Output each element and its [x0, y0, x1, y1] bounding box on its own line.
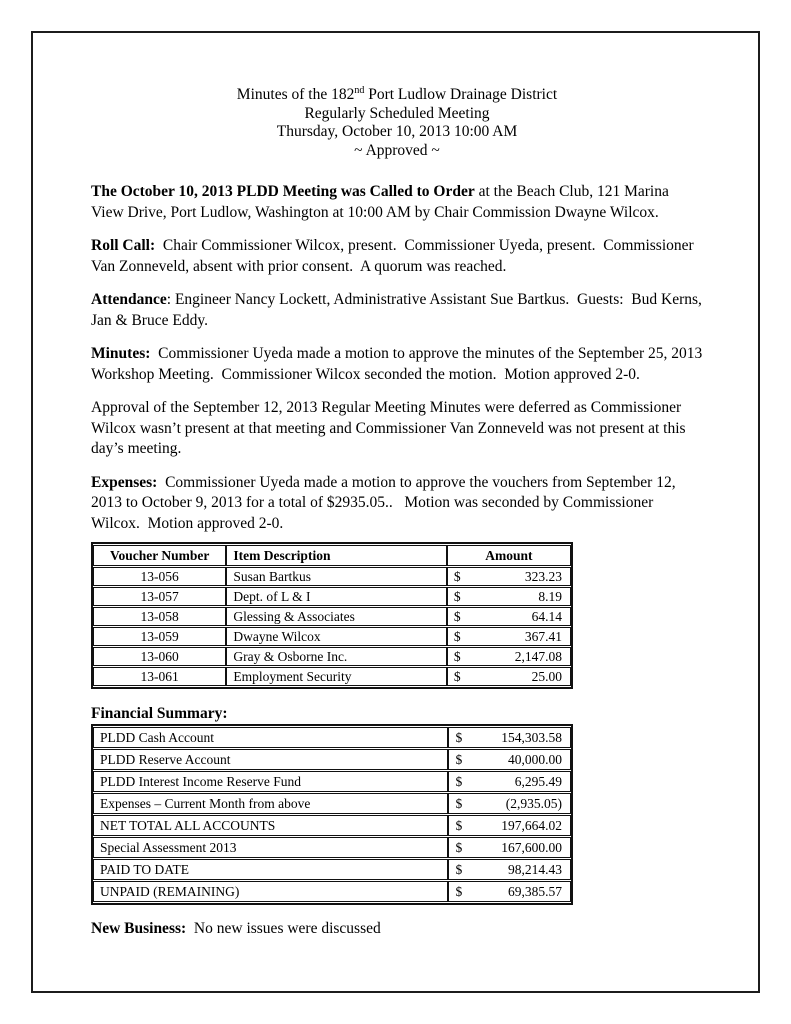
financial-summary-row	[93, 727, 571, 748]
amount-value: 323.23	[524, 569, 562, 584]
financial-amount-cell	[448, 727, 571, 748]
financial-summary-row	[93, 771, 571, 792]
financial-summary-row	[93, 793, 571, 814]
voucher-number-cell: 13-060	[93, 647, 226, 666]
financial-amount-cell	[448, 771, 571, 792]
currency-symbol: $	[455, 884, 463, 899]
paragraph-lead: The October 10, 2013 PLDD Meeting was Called to Order	[91, 183, 475, 200]
financial-label-cell: Expenses – Current Month from above	[93, 793, 448, 814]
title-line-1-pre: Minutes of the 182	[236, 86, 355, 103]
voucher-amount-cell	[447, 627, 571, 646]
amount-value: 197,664.02	[501, 818, 562, 833]
financial-summary-row	[93, 859, 571, 880]
currency-symbol: $	[453, 569, 461, 584]
voucher-amount-cell	[447, 607, 571, 626]
voucher-description-cell: Dwayne Wilcox	[226, 627, 447, 646]
title-line-3: Thursday, October 10, 2013 10:00 AM	[276, 123, 518, 140]
currency-symbol: $	[455, 796, 463, 811]
financial-amount-cell	[448, 881, 571, 902]
title-line-1-post: Port Ludlow Drainage District	[364, 86, 558, 103]
voucher-number-cell: 13-061	[93, 667, 226, 686]
currency-symbol: $	[453, 629, 461, 644]
voucher-header-amount: Amount	[447, 545, 571, 566]
title-ordinal-superscript: nd	[354, 84, 365, 96]
currency-symbol: $	[455, 730, 463, 745]
financial-summary-row	[93, 881, 571, 902]
amount-value: 25.00	[531, 669, 562, 684]
financial-amount-cell	[448, 815, 571, 836]
paragraph-lead: New Business:	[91, 920, 187, 937]
financial-label-cell: PLDD Reserve Account	[93, 749, 448, 770]
currency-symbol: $	[455, 840, 463, 855]
amount-value: 8.19	[538, 589, 562, 604]
voucher-header-description: Item Description	[226, 545, 447, 566]
financial-label-cell: PAID TO DATE	[93, 859, 448, 880]
financial-summary-table	[91, 724, 573, 905]
voucher-number-cell: 13-058	[93, 607, 226, 626]
voucher-table-body	[93, 567, 571, 686]
paragraph-text: Commissioner Uyeda made a motion to approve the vouchers from September 12, 2013 to October 9, 2013 for a total of $2935.05.. Motion was seconded by Commissioner Wilcox. Motion approved 2-0.	[91, 473, 680, 532]
voucher-header-row	[93, 545, 571, 566]
voucher-row	[93, 667, 571, 686]
title-line-2: Regularly Scheduled Meeting	[304, 104, 490, 122]
financial-amount-cell	[448, 793, 571, 814]
currency-symbol: $	[453, 589, 461, 604]
voucher-row	[93, 627, 571, 646]
financial-amount-cell	[448, 837, 571, 858]
currency-symbol: $	[455, 774, 463, 789]
amount-value: 154,303.58	[501, 730, 562, 745]
financial-summary-table-body	[93, 727, 571, 902]
amount-value: 69,385.57	[508, 884, 562, 899]
paragraph-lead: Expenses:	[91, 473, 158, 491]
paragraph-text: Approval of the September 12, 2013 Regular Meeting Minutes were deferred as Commissioner Wilcox wasn’t present at that meeting and Commissioner Van Zonneveld was not present at this day’s meeting.	[91, 399, 690, 457]
financial-summary-heading: Financial Summary:	[91, 705, 228, 722]
currency-symbol: $	[455, 752, 463, 767]
voucher-row	[93, 647, 571, 666]
paragraph-text: at the Beach Club, 121 Marina View Drive, Port Ludlow, Washington at 10:00 AM by Chair Commission Dwayne Wilcox.	[91, 183, 673, 221]
paragraph-roll-call	[91, 236, 703, 277]
amount-value: 2,147.08	[514, 649, 562, 664]
amount-value: (2,935.05)	[505, 796, 562, 811]
voucher-amount-cell	[447, 647, 571, 666]
voucher-header-number: Voucher Number	[93, 545, 226, 566]
financial-amount-cell	[448, 859, 571, 880]
voucher-description-cell: Susan Bartkus	[226, 567, 447, 586]
financial-amount-cell	[448, 749, 571, 770]
voucher-number-cell: 13-059	[93, 627, 226, 646]
paragraph-deferred-minutes	[91, 398, 703, 460]
voucher-description-cell: Glessing & Associates	[226, 607, 447, 626]
voucher-number-cell: 13-057	[93, 587, 226, 606]
paragraph-new-business	[91, 919, 703, 940]
financial-label-cell: UNPAID (REMAINING)	[93, 881, 448, 902]
currency-symbol: $	[455, 862, 463, 877]
paragraph-called-to-order	[91, 182, 703, 223]
document-title-block	[91, 86, 703, 160]
amount-value: 6,295.49	[514, 774, 562, 789]
title-line-4: ~ Approved ~	[354, 141, 440, 159]
voucher-amount-cell	[447, 567, 571, 586]
amount-value: 40,000.00	[508, 752, 562, 767]
currency-symbol: $	[453, 609, 461, 624]
currency-symbol: $	[455, 818, 463, 833]
currency-symbol: $	[453, 649, 461, 664]
paragraph-lead: Attendance	[91, 291, 167, 308]
voucher-row	[93, 607, 571, 626]
voucher-row	[93, 587, 571, 606]
title-line-1	[91, 86, 703, 105]
voucher-description-cell: Employment Security	[226, 667, 447, 686]
amount-value: 367.41	[524, 629, 562, 644]
paragraph-text: : Engineer Nancy Lockett, Administrative Assistant Sue Bartkus. Guests: Bud Kerns, Jan & Bruce Eddy.	[91, 291, 706, 329]
financial-label-cell: Special Assessment 2013	[93, 837, 448, 858]
voucher-amount-cell	[447, 667, 571, 686]
voucher-table	[91, 542, 573, 689]
financial-label-cell: PLDD Interest Income Reserve Fund	[93, 771, 448, 792]
amount-value: 64.14	[531, 609, 562, 624]
paragraph-attendance	[91, 290, 706, 331]
financial-label-cell: PLDD Cash Account	[93, 727, 448, 748]
financial-summary-row	[93, 749, 571, 770]
voucher-description-cell: Dept. of L & I	[226, 587, 447, 606]
financial-summary-row	[93, 837, 571, 858]
amount-value: 98,214.43	[508, 862, 562, 877]
paragraph-lead: Roll Call:	[91, 237, 156, 254]
paragraph-minutes	[91, 344, 706, 385]
financial-summary-row	[93, 815, 571, 836]
paragraph-text: Commissioner Uyeda made a motion to approve the minutes of the September 25, 2013 Workshop Meeting. Commissioner Wilcox seconded the motion. Motion approved 2-0.	[91, 345, 706, 383]
voucher-description-cell: Gray & Osborne Inc.	[226, 647, 447, 666]
paragraph-text: No new issues were discussed	[186, 920, 381, 937]
paragraph-text: Chair Commissioner Wilcox, present. Commissioner Uyeda, present. Commissioner Van Zonneveld, absent with prior consent. A quorum was reached.	[91, 237, 698, 275]
voucher-number-cell: 13-056	[93, 567, 226, 586]
financial-label-cell: NET TOTAL ALL ACCOUNTS	[93, 815, 448, 836]
paragraph-expenses	[91, 473, 703, 535]
currency-symbol: $	[453, 669, 461, 684]
paragraph-lead: Minutes:	[91, 345, 151, 362]
amount-value: 167,600.00	[501, 840, 562, 855]
voucher-amount-cell	[447, 587, 571, 606]
page-content	[91, 84, 706, 940]
voucher-row	[93, 567, 571, 586]
